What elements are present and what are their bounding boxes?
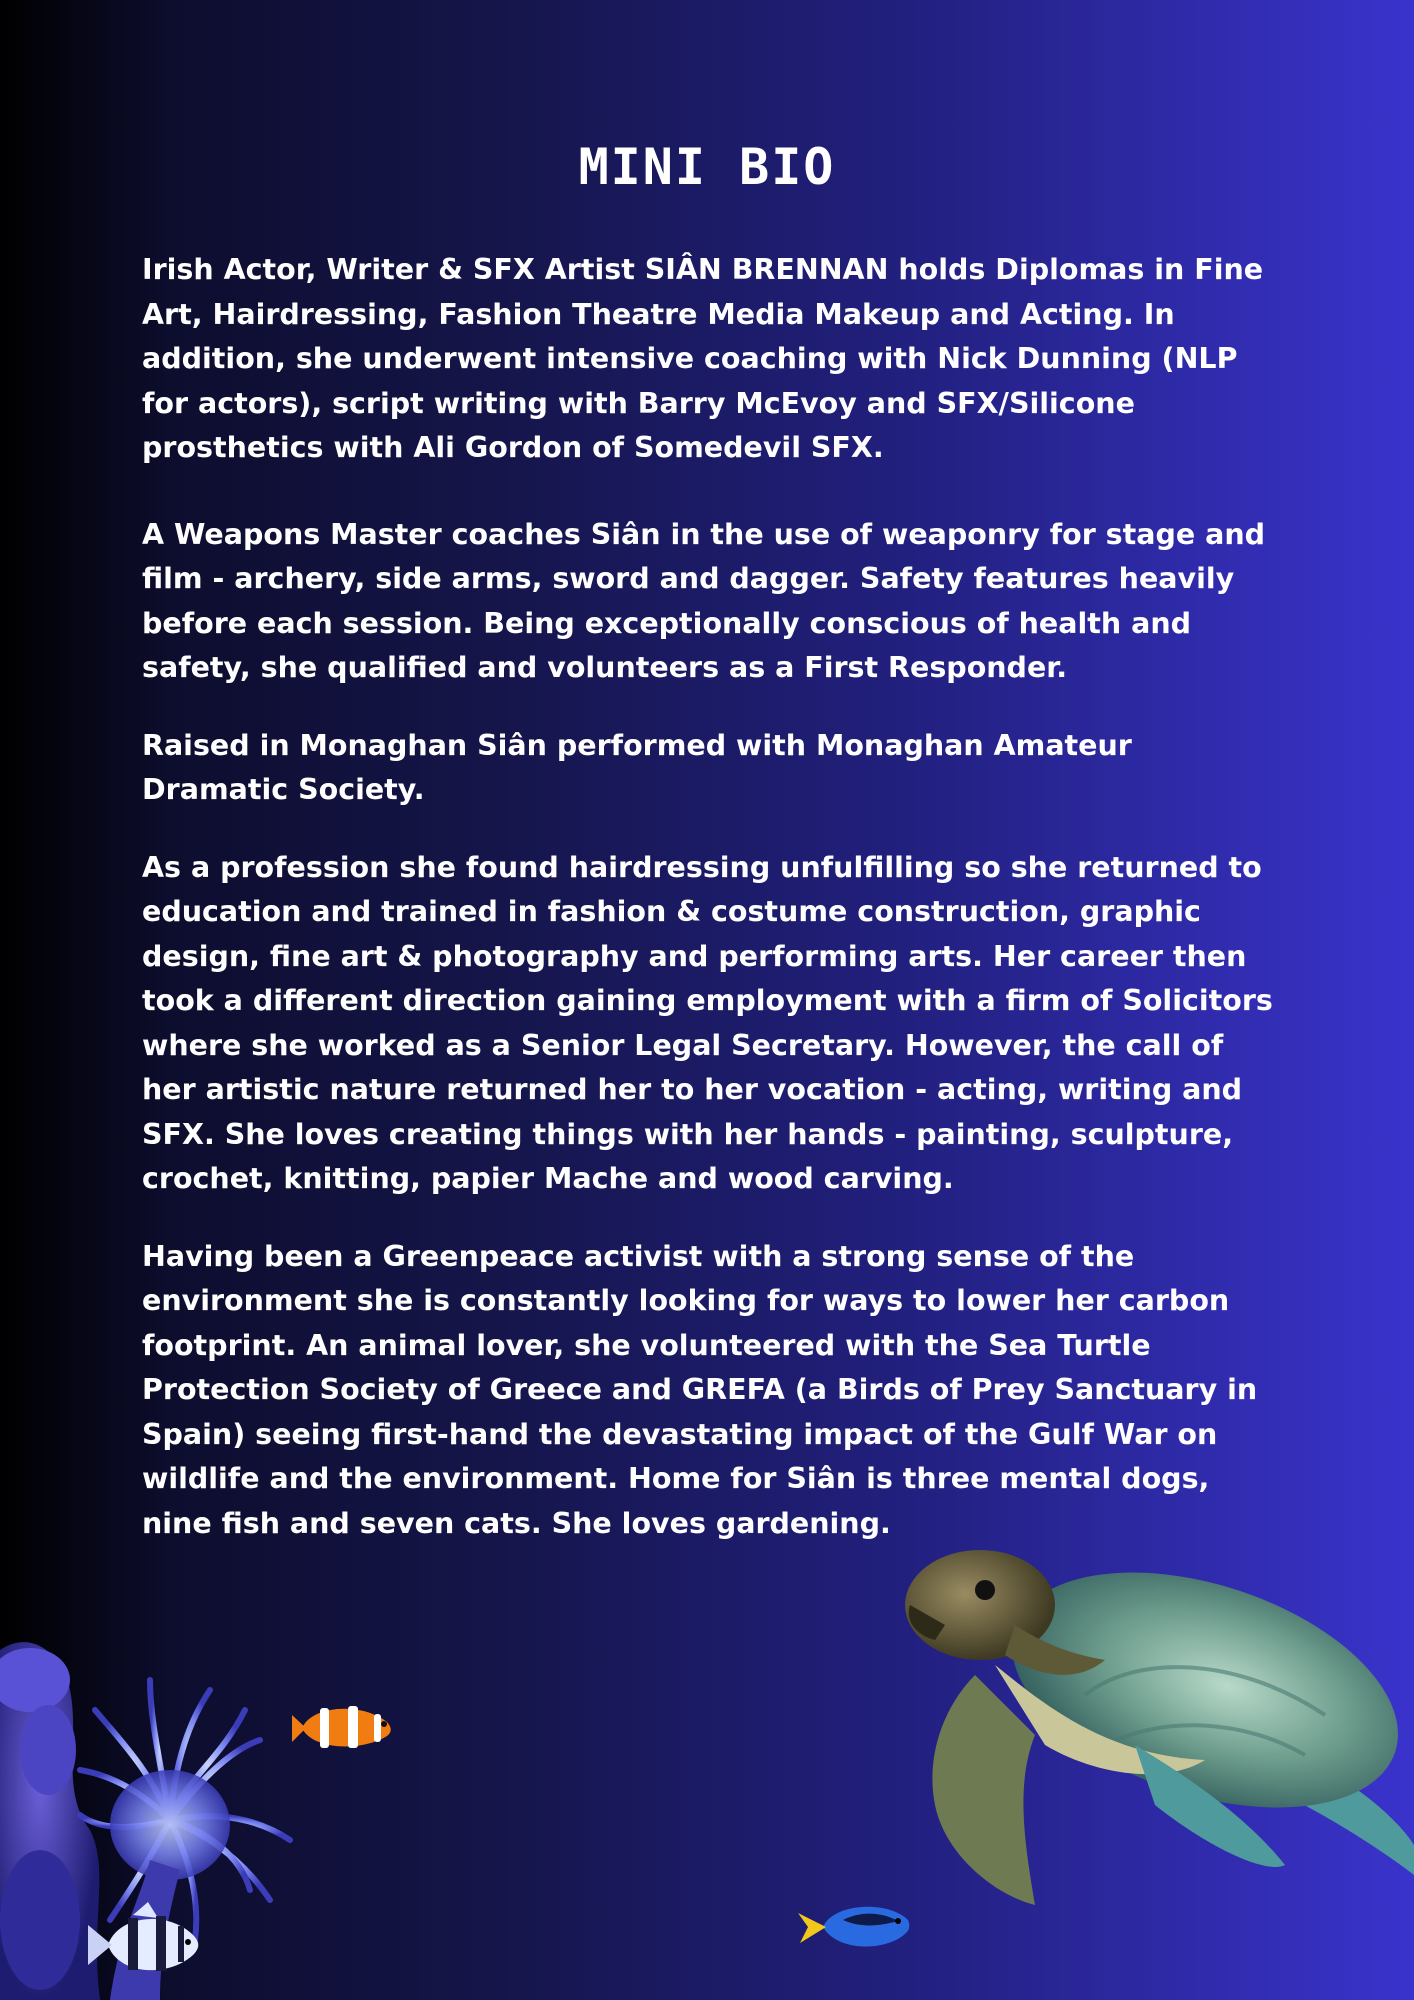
bio-paragraph-4: As a profession she found hairdressing unfulfilling so she returned to education and trained in fashion & costume construction, graphic design, fine art & photography and performing arts. Her career then took a different direction gaining employment with a firm of Solicitors where she worked as a Senior Legal Secretary. However, the call of her artistic nature returned her to her vocation - acting, writing and SFX. She loves creating things with her hands - painting, sculpture, crochet, knitting, papier Mache and wood carving. [142,850,1273,1195]
bio-text [142,248,1282,1579]
clownfish-icon [292,1700,402,1755]
striped-fish-icon [88,1900,218,1990]
blue-tang-fish-icon [798,1895,910,1955]
page-title: MINI BIO [578,138,836,196]
bio-paragraph-3: Raised in Monaghan Siân performed with Monaghan Amateur Dramatic Society. [142,728,1132,806]
sea-turtle-icon [905,1545,1414,1915]
bio-paragraph-2: A Weapons Master coaches Siân in the use of weaponry for stage and film - archery, side arms, sword and dagger. Safety features heavily before each session. Being exceptionally conscious of health and safety, she qualified and volunteers as a First Responder. [142,517,1266,684]
bio-paragraph-5: Having been a Greenpeace activist with a strong sense of the environment she is constantly looking for ways to lower her carbon footprint. An animal lover, she volunteered with the Sea Turtle Protection Society of Greece and GREFA (a Birds of Prey Sanctuary in Spain) seeing first-hand the devastating impact of the Gulf War on wildlife and the environment. Home for Siân is three mental dogs, nine fish and seven cats. She loves gardening. [142,1239,1258,1540]
bio-paragraph-1: Irish Actor, Writer & SFX Artist SIÂN BRENNAN holds Diplomas in Fine Art, Hairdressing, Fashion Theatre Media Makeup and Acting. In addition, she underwent intensive coaching with Nick Dunning (NLP for actors), script writing with Barry McEvoy and SFX/Silicone prosthetics with Ali Gordon of Somedevil SFX. [142,253,1264,464]
